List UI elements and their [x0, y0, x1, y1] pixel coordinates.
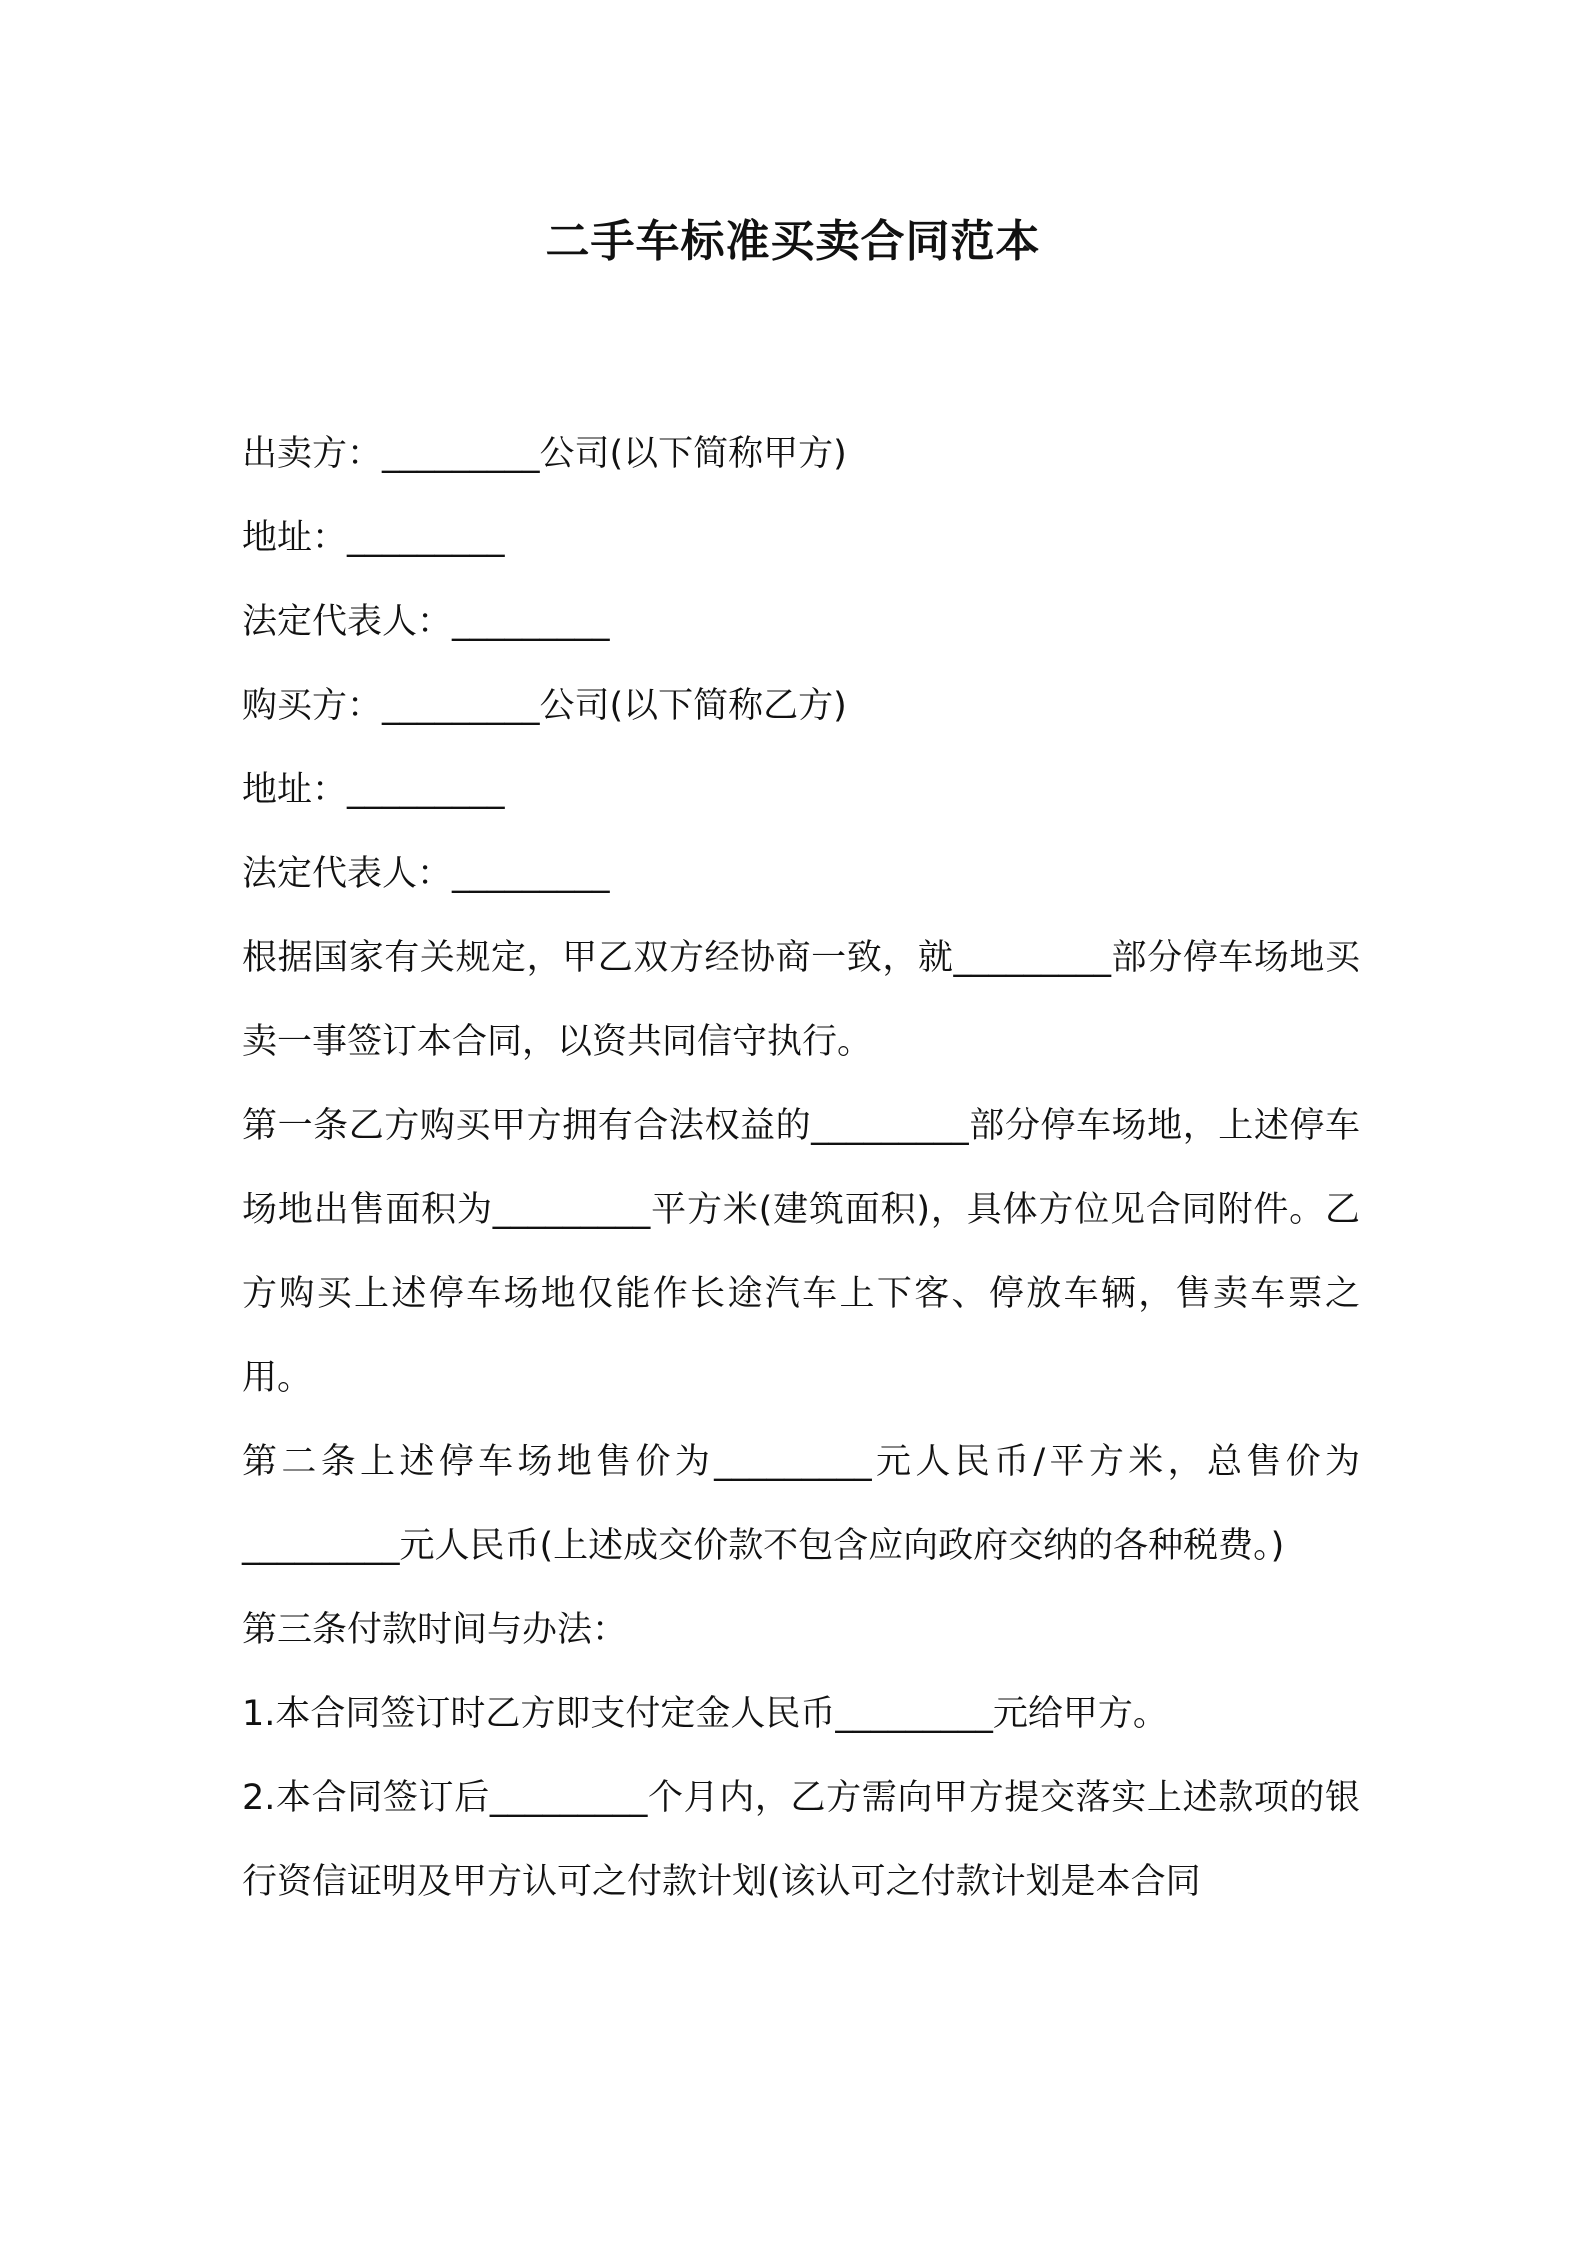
seller-line: 出卖方：_________公司(以下简称甲方)	[242, 434, 847, 474]
payment-item-1: 1.本合同签订时乙方即支付定金人民币_________元给甲方。	[242, 1694, 1168, 1734]
document-body	[242, 412, 1360, 1924]
article-2-paragraph: 第二条上述停车场地售价为_________元人民币/平方米，总售价为_________元人民币(上述成交价款不包含应向政府交纳的各种税费。)	[242, 1442, 1360, 1566]
preamble-paragraph: 根据国家有关规定，甲乙双方经协商一致，就_________部分停车场地买卖一事签订本合同，以资共同信守执行。	[242, 938, 1360, 1062]
buyer-legal-rep-line: 法定代表人：_________	[242, 854, 610, 894]
buyer-address-line: 地址：_________	[242, 770, 505, 810]
buyer-line: 购买方：_________公司(以下简称乙方)	[242, 686, 847, 726]
seller-address-line: 地址：_________	[242, 518, 505, 558]
document-title: 二手车标准买卖合同范本	[545, 216, 1041, 267]
article-1-paragraph: 第一条乙方购买甲方拥有合法权益的_________部分停车场地，上述停车场地出售面积为_________平方米(建筑面积)，具体方位见合同附件。乙方购买上述停车场地仅能作长途汽车上下客、停放车辆，售卖车票之用。	[242, 1106, 1360, 1398]
article-3-heading: 第三条付款时间与办法：	[242, 1610, 628, 1650]
seller-legal-rep-line: 法定代表人：_________	[242, 602, 610, 642]
payment-item-2: 2.本合同签订后_________个月内，乙方需向甲方提交落实上述款项的银行资信证明及甲方认可之付款计划(该认可之付款计划是本合同	[242, 1778, 1360, 1902]
